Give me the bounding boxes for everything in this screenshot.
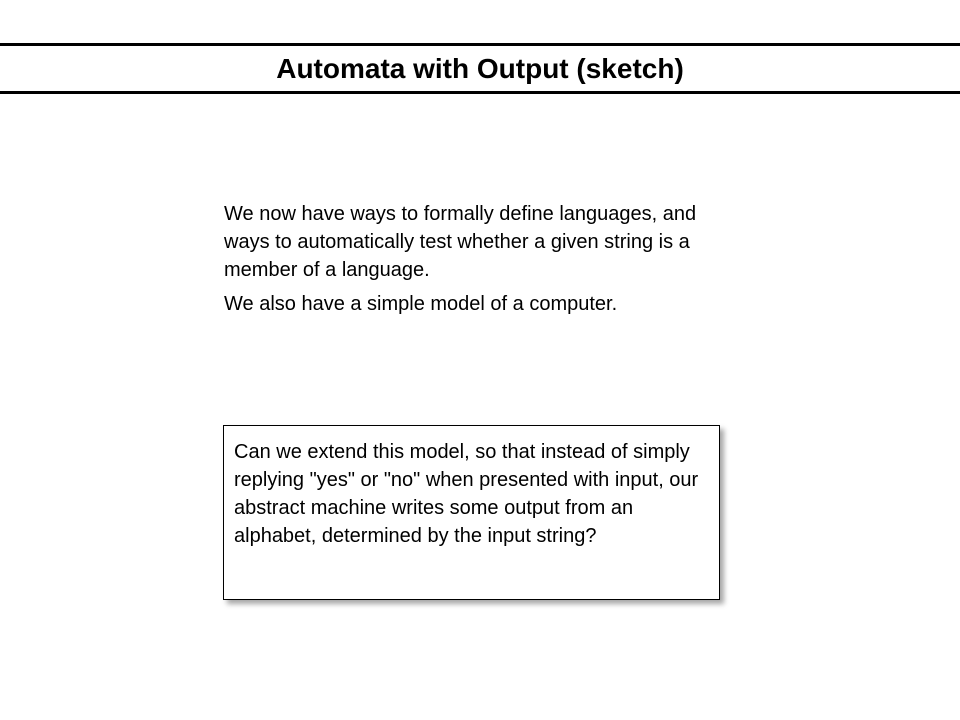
title-bottom-rule (0, 91, 960, 94)
paragraph-computer-model: We also have a simple model of a computer. (224, 293, 618, 315)
title-top-rule (0, 43, 960, 46)
question-callout-box: Can we extend this model, so that instead of simply replying "yes" or "no" when presented with input, our abstract machine writes some output from an alphabet, determined by the input string? (223, 425, 720, 600)
paragraph-languages: We now have ways to formally define languages, and ways to automatically test whether a given string is a member of a language. (224, 203, 697, 281)
body-text (224, 200, 724, 318)
slide-title: Automata with Output (sketch) (276, 53, 684, 84)
